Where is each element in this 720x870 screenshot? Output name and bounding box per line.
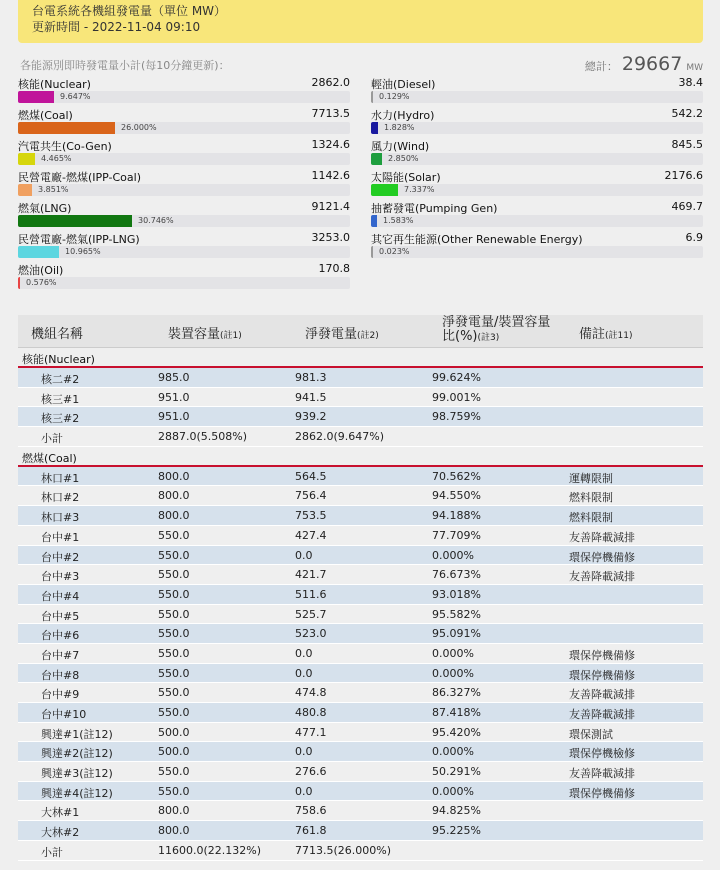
unit-net-output: 474.8 bbox=[295, 686, 327, 700]
unit-net-output: 523.0 bbox=[295, 627, 327, 641]
unit-ratio: 50.291% bbox=[432, 765, 481, 779]
energy-share-percent: 2.850% bbox=[388, 154, 419, 163]
energy-share-fill bbox=[371, 153, 382, 165]
unit-remark: 環保停機備修 bbox=[569, 648, 635, 662]
unit-net-output: 2862.0(9.647%) bbox=[295, 430, 385, 444]
energy-source-value: 2176.6 bbox=[664, 169, 703, 182]
table-row bbox=[18, 644, 703, 664]
energy-share-percent: 30.746% bbox=[138, 216, 174, 225]
unit-net-output: 0.0 bbox=[295, 646, 313, 660]
energy-source-item bbox=[371, 169, 703, 199]
energy-source-item bbox=[18, 107, 350, 137]
table-row bbox=[18, 526, 703, 546]
unit-capacity: 550.0 bbox=[158, 666, 190, 680]
table-row bbox=[18, 427, 703, 447]
unit-capacity: 800.0 bbox=[158, 824, 190, 838]
unit-name: 台中#3 bbox=[41, 570, 80, 584]
unit-name: 小計 bbox=[41, 845, 63, 859]
table-body bbox=[18, 348, 703, 861]
unit-net-output: 0.0 bbox=[295, 666, 313, 680]
unit-capacity: 550.0 bbox=[158, 528, 190, 542]
col-header-net-note: (註2) bbox=[357, 331, 379, 341]
unit-capacity: 800.0 bbox=[158, 469, 190, 483]
energy-source-value: 7713.5 bbox=[311, 107, 350, 120]
table-row bbox=[18, 388, 703, 408]
table-row bbox=[18, 605, 703, 625]
unit-capacity: 550.0 bbox=[158, 765, 190, 779]
energy-share-fill bbox=[371, 122, 378, 134]
unit-capacity: 2887.0(5.508%) bbox=[158, 430, 248, 444]
energy-share-bar bbox=[18, 277, 350, 289]
unit-name: 興達#4(註12) bbox=[41, 786, 113, 800]
unit-name: 核三#1 bbox=[41, 392, 80, 406]
unit-capacity: 500.0 bbox=[158, 745, 190, 759]
unit-capacity: 550.0 bbox=[158, 607, 190, 621]
unit-ratio: 77.709% bbox=[432, 528, 481, 542]
unit-net-output: 758.6 bbox=[295, 804, 327, 818]
unit-net-output: 941.5 bbox=[295, 390, 327, 404]
col-header-name: 機組名稱 bbox=[31, 327, 84, 342]
energy-source-name: 汽電共生(Co-Gen) bbox=[18, 140, 112, 153]
energy-share-bar bbox=[371, 215, 703, 227]
table-header bbox=[18, 315, 703, 348]
energy-source-item bbox=[371, 107, 703, 137]
unit-name: 台中#1 bbox=[41, 530, 80, 544]
unit-capacity: 951.0 bbox=[158, 410, 190, 424]
unit-name: 台中#8 bbox=[41, 668, 80, 682]
unit-ratio: 94.550% bbox=[432, 489, 481, 503]
energy-source-item bbox=[371, 138, 703, 168]
unit-remark: 環保停機備修 bbox=[569, 786, 635, 800]
energy-source-name: 水力(Hydro) bbox=[371, 109, 435, 122]
energy-source-value: 845.5 bbox=[671, 138, 703, 151]
unit-net-output: 480.8 bbox=[295, 706, 327, 719]
energy-source-name: 民營電廠-燃煤(IPP-Coal) bbox=[18, 171, 141, 184]
col-header-ratio-line1: 淨發電量/裝置容量 bbox=[442, 315, 551, 330]
energy-share-bar bbox=[371, 184, 703, 196]
unit-ratio: 94.825% bbox=[432, 804, 481, 818]
unit-name: 大林#2 bbox=[41, 826, 80, 840]
table-row bbox=[18, 506, 703, 526]
energy-source-value: 3253.0 bbox=[311, 231, 350, 244]
col-header-capacity bbox=[168, 323, 242, 342]
energy-share-fill bbox=[18, 215, 132, 227]
energy-source-value: 170.8 bbox=[318, 262, 350, 275]
unit-capacity: 550.0 bbox=[158, 568, 190, 582]
energy-source-name: 輕油(Diesel) bbox=[371, 78, 436, 91]
unit-net-output: 427.4 bbox=[295, 528, 327, 542]
unit-remark: 環保測試 bbox=[569, 727, 613, 741]
unit-remark: 環保停機備修 bbox=[569, 668, 635, 682]
energy-source-name: 核能(Nuclear) bbox=[18, 78, 91, 91]
unit-capacity: 11600.0(22.132%) bbox=[158, 843, 262, 857]
page-title: 台電系統各機組發電量（單位 MW） bbox=[32, 4, 227, 18]
energy-source-item bbox=[18, 231, 350, 261]
unit-ratio: 95.225% bbox=[432, 824, 481, 838]
unit-remark: 友善降載減排 bbox=[569, 767, 635, 781]
energy-source-value: 542.2 bbox=[671, 107, 703, 120]
col-header-ratio-note: (註3) bbox=[477, 333, 500, 343]
unit-net-output: 0.0 bbox=[295, 784, 313, 798]
unit-net-output: 7713.5(26.000%) bbox=[295, 843, 392, 857]
table-row bbox=[18, 683, 703, 703]
unit-name: 核二#2 bbox=[41, 373, 80, 386]
page-header bbox=[18, 0, 703, 43]
unit-net-output: 477.1 bbox=[295, 725, 327, 739]
unit-ratio: 95.420% bbox=[432, 725, 481, 739]
col-header-ratio bbox=[442, 316, 550, 345]
energy-share-bar bbox=[18, 153, 350, 165]
energy-share-fill bbox=[18, 91, 54, 103]
unit-name: 大林#1 bbox=[41, 806, 80, 820]
total-value: 29667 bbox=[621, 53, 683, 75]
energy-share-percent: 10.965% bbox=[65, 247, 101, 256]
unit-remark: 友善降載減排 bbox=[569, 530, 635, 544]
energy-source-item bbox=[18, 138, 350, 168]
unit-net-output: 525.7 bbox=[295, 607, 327, 621]
unit-name: 台中#7 bbox=[41, 648, 80, 662]
group-title: 燃煤(Coal) bbox=[22, 451, 77, 465]
energy-share-bar bbox=[18, 122, 350, 134]
energy-source-name: 風力(Wind) bbox=[371, 140, 430, 153]
unit-ratio: 98.759% bbox=[432, 410, 481, 424]
energy-share-bar bbox=[371, 91, 703, 103]
energy-share-bar bbox=[371, 153, 703, 165]
unit-net-output: 564.5 bbox=[295, 469, 327, 483]
energy-source-value: 9121.4 bbox=[311, 200, 350, 213]
unit-capacity: 550.0 bbox=[158, 548, 190, 562]
unit-remark: 環保停機備修 bbox=[569, 550, 635, 564]
unit-remark: 友善降載減排 bbox=[569, 708, 635, 721]
unit-name: 興達#3(註12) bbox=[41, 767, 113, 781]
energy-source-item bbox=[371, 231, 703, 261]
energy-share-percent: 3.851% bbox=[38, 185, 69, 194]
energy-source-name: 其它再生能源(Other Renewable Energy) bbox=[371, 233, 583, 246]
unit-ratio: 0.000% bbox=[432, 745, 474, 759]
energy-source-value: 38.4 bbox=[678, 76, 703, 89]
energy-source-value: 2862.0 bbox=[311, 76, 350, 89]
unit-net-output: 421.7 bbox=[295, 568, 327, 582]
unit-net-output: 761.8 bbox=[295, 824, 327, 838]
unit-ratio: 94.188% bbox=[432, 509, 481, 523]
unit-ratio: 99.624% bbox=[432, 371, 481, 384]
energy-source-name: 抽蓄發電(Pumping Gen) bbox=[371, 202, 498, 215]
update-time: 更新時間 - 2022-11-04 09:10 bbox=[32, 20, 201, 34]
unit-ratio: 0.000% bbox=[432, 548, 474, 562]
energy-share-fill bbox=[371, 215, 377, 227]
unit-capacity: 550.0 bbox=[158, 587, 190, 601]
group-title: 核能(Nuclear) bbox=[22, 353, 95, 366]
energy-source-name: 燃氣(LNG) bbox=[18, 202, 72, 215]
unit-remark: 燃料限制 bbox=[569, 511, 613, 525]
unit-name: 台中#9 bbox=[41, 688, 80, 702]
energy-share-fill bbox=[18, 277, 20, 289]
unit-name: 台中#6 bbox=[41, 629, 80, 643]
unit-ratio: 0.000% bbox=[432, 784, 474, 798]
energy-share-fill bbox=[371, 246, 373, 258]
energy-share-percent: 0.129% bbox=[379, 92, 410, 101]
unit-name: 興達#2(註12) bbox=[41, 747, 113, 761]
energy-source-name: 太陽能(Solar) bbox=[371, 171, 441, 184]
unit-name: 林口#1 bbox=[41, 471, 80, 485]
col-header-capacity-note: (註1) bbox=[220, 331, 242, 341]
energy-source-value: 1142.6 bbox=[311, 169, 350, 182]
unit-remark: 運轉限制 bbox=[569, 471, 613, 485]
col-header-net bbox=[305, 323, 379, 342]
table-row bbox=[18, 703, 703, 723]
unit-name: 核三#2 bbox=[41, 412, 80, 426]
energy-share-percent: 1.583% bbox=[383, 216, 414, 225]
unit-capacity: 550.0 bbox=[158, 627, 190, 641]
energy-share-percent: 1.828% bbox=[384, 123, 415, 132]
table-row bbox=[18, 841, 703, 861]
energy-source-name: 民營電廠-燃氣(IPP-LNG) bbox=[18, 233, 140, 246]
group-header bbox=[18, 348, 703, 368]
unit-name: 小計 bbox=[41, 432, 63, 446]
unit-capacity: 550.0 bbox=[158, 784, 190, 798]
table-row bbox=[18, 407, 703, 427]
unit-remark: 友善降載減排 bbox=[569, 570, 635, 584]
unit-capacity: 800.0 bbox=[158, 509, 190, 523]
unit-net-output: 511.6 bbox=[295, 587, 327, 601]
table-row bbox=[18, 368, 703, 388]
unit-net-output: 0.0 bbox=[295, 745, 313, 759]
energy-share-fill bbox=[18, 246, 59, 258]
summary-label: 各能源別即時發電量小計(每10分鐘更新)： bbox=[20, 59, 230, 72]
energy-source-item bbox=[371, 200, 703, 230]
unit-name: 興達#1(註12) bbox=[41, 727, 113, 741]
energy-share-fill bbox=[18, 184, 32, 196]
total-label: 總計： bbox=[584, 60, 618, 73]
energy-share-fill bbox=[18, 153, 35, 165]
unit-capacity: 985.0 bbox=[158, 371, 190, 384]
unit-net-output: 753.5 bbox=[295, 509, 327, 523]
table-row bbox=[18, 723, 703, 743]
unit-net-output: 756.4 bbox=[295, 489, 327, 503]
unit-name: 台中#5 bbox=[41, 609, 80, 623]
unit-ratio: 0.000% bbox=[432, 666, 474, 680]
total-unit: MW bbox=[686, 63, 703, 73]
unit-capacity: 550.0 bbox=[158, 646, 190, 660]
unit-capacity: 951.0 bbox=[158, 390, 190, 404]
energy-share-fill bbox=[18, 122, 115, 134]
table-row bbox=[18, 782, 703, 802]
table-row bbox=[18, 585, 703, 605]
unit-ratio: 99.001% bbox=[432, 390, 481, 404]
group-header bbox=[18, 447, 703, 467]
total-output bbox=[585, 53, 703, 75]
energy-share-percent: 4.465% bbox=[41, 154, 72, 163]
energy-source-item bbox=[18, 200, 350, 230]
energy-share-bar bbox=[371, 122, 703, 134]
generator-table bbox=[18, 315, 703, 861]
table-row bbox=[18, 801, 703, 821]
energy-share-bar bbox=[18, 91, 350, 103]
unit-remark: 友善降載減排 bbox=[569, 688, 635, 702]
col-header-remark-note: (註11) bbox=[605, 331, 633, 341]
col-header-ratio-line2: 比(%) bbox=[442, 329, 478, 344]
unit-capacity: 800.0 bbox=[158, 804, 190, 818]
unit-name: 林口#3 bbox=[41, 511, 80, 525]
unit-name: 林口#2 bbox=[41, 491, 80, 505]
col-header-net-label: 淨發電量 bbox=[305, 327, 358, 342]
energy-share-fill bbox=[371, 184, 398, 196]
unit-ratio: 76.673% bbox=[432, 568, 481, 582]
energy-share-percent: 26.000% bbox=[121, 123, 157, 132]
unit-name: 台中#2 bbox=[41, 550, 80, 564]
energy-source-item bbox=[18, 262, 350, 292]
unit-net-output: 981.3 bbox=[295, 371, 327, 384]
energy-share-fill bbox=[371, 91, 373, 103]
unit-name: 台中#10 bbox=[41, 708, 87, 721]
table-row bbox=[18, 664, 703, 684]
energy-share-percent: 0.023% bbox=[379, 247, 410, 256]
unit-name: 台中#4 bbox=[41, 589, 80, 603]
energy-source-value: 6.9 bbox=[685, 231, 703, 244]
energy-source-value: 1324.6 bbox=[311, 138, 350, 151]
table-row bbox=[18, 624, 703, 644]
energy-share-bar bbox=[18, 246, 350, 258]
table-row bbox=[18, 821, 703, 841]
col-header-remark bbox=[579, 323, 633, 342]
unit-ratio: 0.000% bbox=[432, 646, 474, 660]
unit-ratio: 70.562% bbox=[432, 469, 481, 483]
unit-remark: 環保停機檢修 bbox=[569, 747, 635, 761]
table-row bbox=[18, 486, 703, 506]
unit-ratio: 93.018% bbox=[432, 587, 481, 601]
energy-source-item bbox=[371, 76, 703, 106]
unit-net-output: 0.0 bbox=[295, 548, 313, 562]
table-row bbox=[18, 546, 703, 566]
table-row bbox=[18, 467, 703, 487]
col-header-remark-label: 備註 bbox=[579, 327, 606, 342]
unit-remark: 燃料限制 bbox=[569, 491, 613, 505]
energy-share-percent: 9.647% bbox=[60, 92, 91, 101]
energy-share-bar bbox=[18, 184, 350, 196]
unit-capacity: 800.0 bbox=[158, 489, 190, 503]
unit-ratio: 87.418% bbox=[432, 706, 481, 719]
unit-net-output: 276.6 bbox=[295, 765, 327, 779]
unit-capacity: 550.0 bbox=[158, 706, 190, 719]
unit-ratio: 86.327% bbox=[432, 686, 481, 700]
table-row bbox=[18, 565, 703, 585]
energy-source-value: 469.7 bbox=[671, 200, 703, 213]
energy-share-percent: 7.337% bbox=[404, 185, 435, 194]
energy-share-percent: 0.576% bbox=[26, 278, 57, 287]
unit-capacity: 500.0 bbox=[158, 725, 190, 739]
unit-capacity: 550.0 bbox=[158, 686, 190, 700]
energy-source-name: 燃油(Oil) bbox=[18, 264, 64, 277]
energy-share-bar bbox=[371, 246, 703, 258]
energy-share-bar bbox=[18, 215, 350, 227]
col-header-capacity-label: 裝置容量 bbox=[168, 327, 221, 342]
table-row bbox=[18, 742, 703, 762]
unit-ratio: 95.582% bbox=[432, 607, 481, 621]
energy-source-item bbox=[18, 169, 350, 199]
table-row bbox=[18, 762, 703, 782]
energy-source-name: 燃煤(Coal) bbox=[18, 109, 73, 122]
energy-source-item bbox=[18, 76, 350, 106]
unit-net-output: 939.2 bbox=[295, 410, 327, 424]
unit-ratio: 95.091% bbox=[432, 627, 481, 641]
